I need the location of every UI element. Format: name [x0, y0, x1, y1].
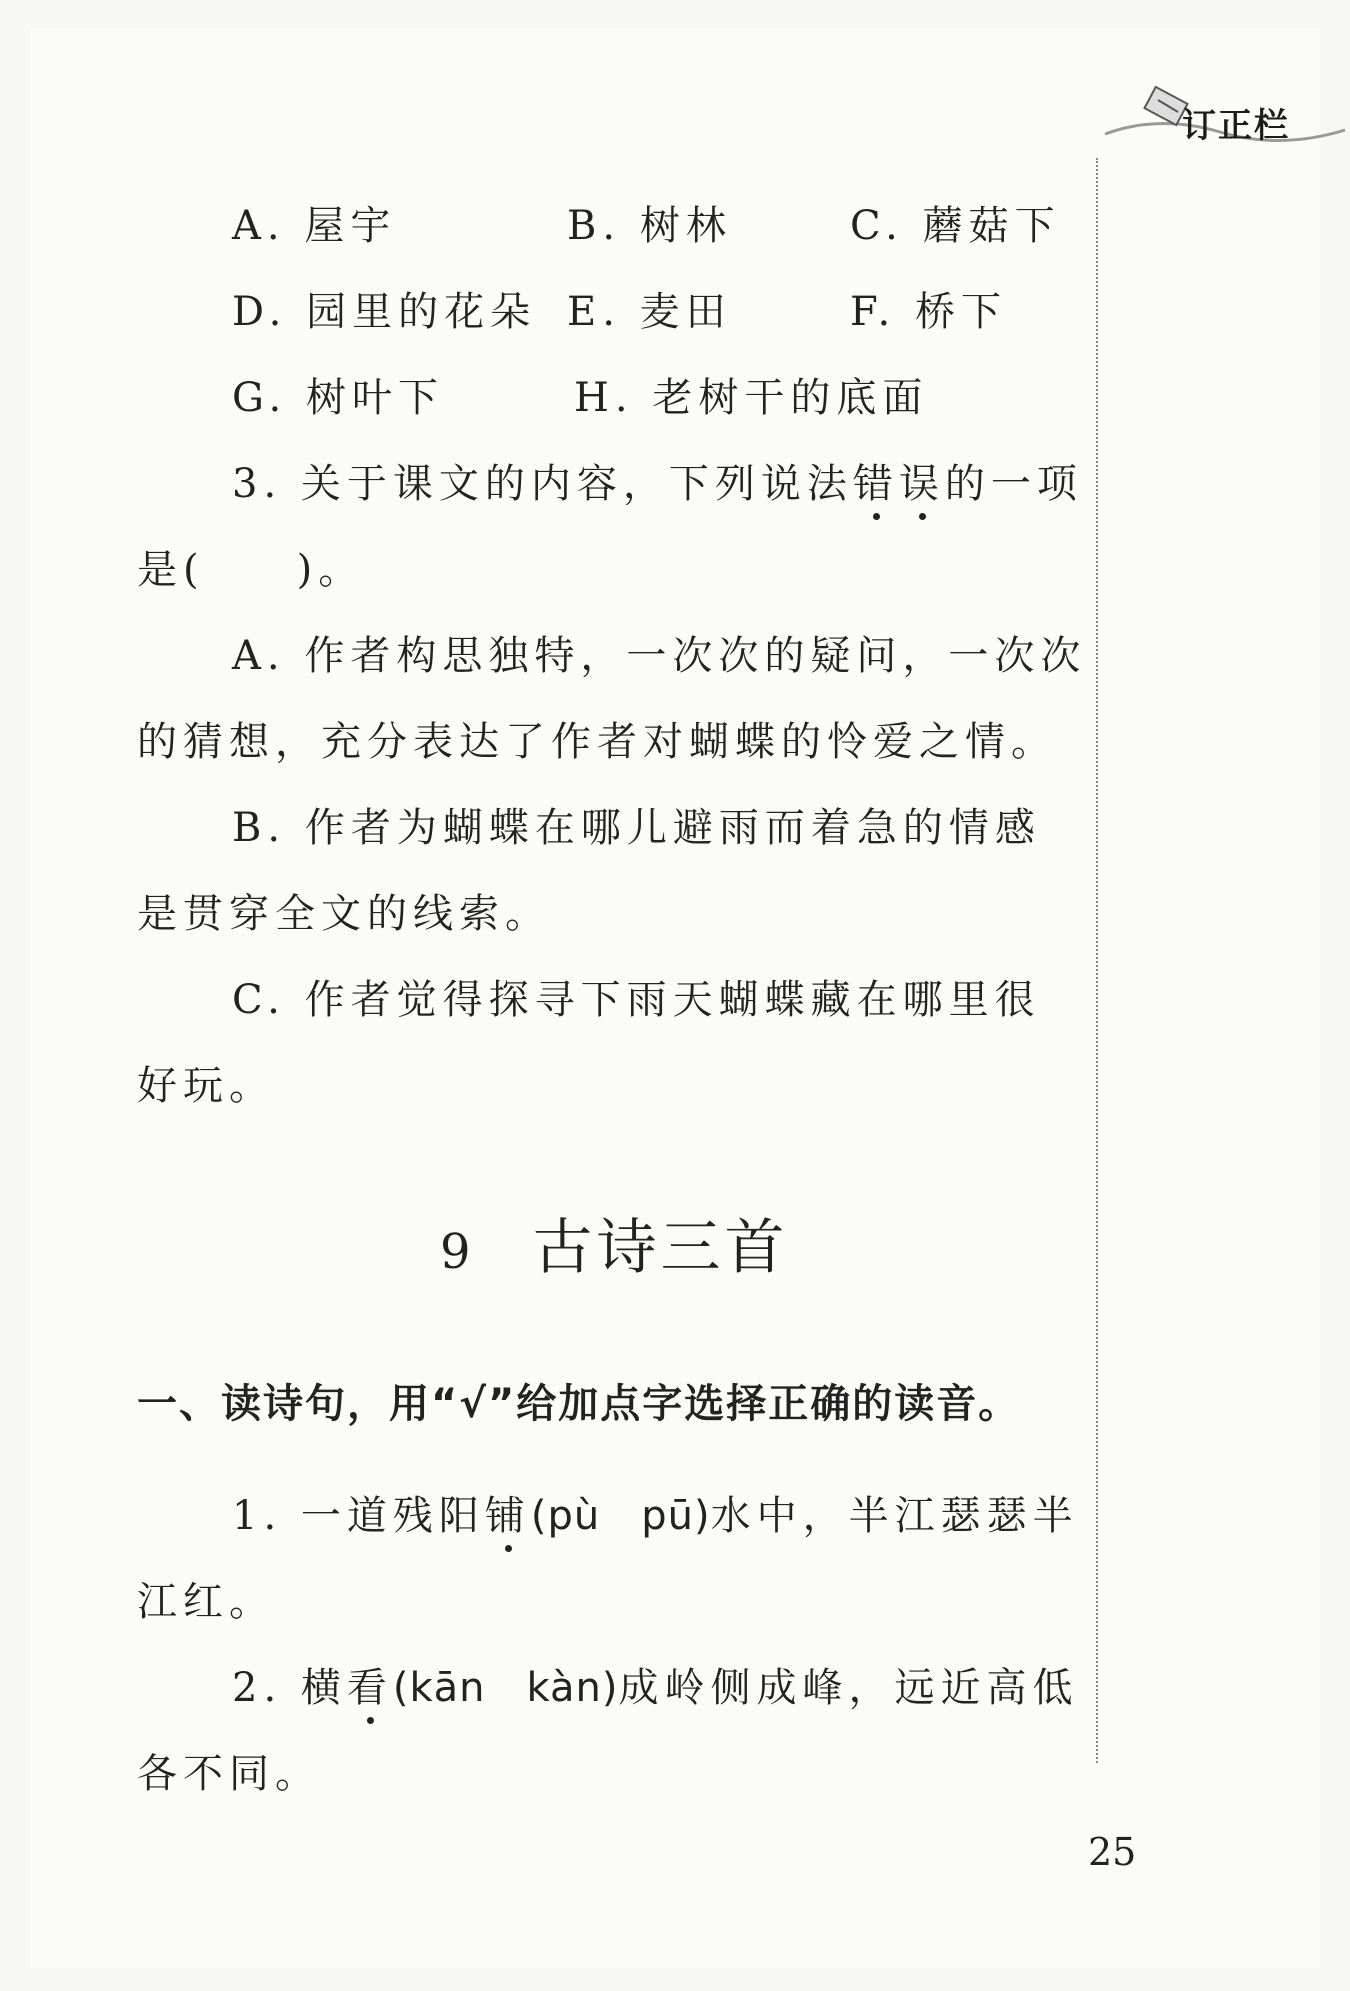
- item-1-line1: [232, 1486, 1079, 1546]
- option-letter: H.: [574, 375, 634, 421]
- correction-label: 订正栏: [1182, 106, 1290, 146]
- option-b: [567, 196, 732, 256]
- item-text: 2. 横: [232, 1665, 347, 1711]
- q3-option-c-line1: C. 作者觉得探寻下雨天蝴蝶藏在哪里很: [232, 977, 1041, 1023]
- section-heading: 一、读诗句，用“√”给加点字选择正确的读音。: [137, 1381, 1021, 1427]
- emphasis-char: 铺: [485, 1486, 531, 1546]
- option-text: 桥下: [914, 289, 1007, 335]
- option-text: 老树干的底面: [652, 375, 929, 421]
- emphasis-char: 误: [899, 454, 945, 514]
- page-number: 25: [1088, 1830, 1137, 1874]
- option-text: 屋宇: [304, 203, 397, 249]
- lesson-number: 9: [440, 1224, 475, 1280]
- question-text: 的一项: [944, 461, 1083, 507]
- question-3-stem: [232, 454, 1083, 514]
- q3-option-b-line1: B. 作者为蝴蝶在哪儿避雨而着急的情感: [232, 805, 1041, 851]
- question-text: 3. 关于课文的内容，下列说法: [232, 461, 853, 507]
- item-2-line1: [232, 1658, 1078, 1718]
- lesson-name: 古诗三首: [532, 1213, 789, 1283]
- option-letter: A.: [232, 203, 286, 249]
- option-letter: B.: [567, 203, 622, 249]
- option-letter: G.: [232, 375, 288, 421]
- option-f: [850, 282, 1007, 342]
- option-letter: C.: [850, 203, 904, 249]
- q3-option-a-line1: A. 作者构思独特，一次次的疑问，一次次: [232, 633, 1087, 679]
- pinyin-choices: (pù pū): [530, 1493, 711, 1539]
- option-text: 麦田: [639, 289, 732, 335]
- option-text: 园里的花朵: [306, 289, 537, 335]
- pinyin-choices: (kān kàn): [392, 1665, 619, 1711]
- item-2-line2: 各不同。: [137, 1751, 321, 1797]
- emphasis-char: 错: [853, 454, 899, 514]
- option-text: 树叶下: [305, 375, 444, 421]
- emphasis-char: 看: [347, 1658, 393, 1718]
- option-letter: E.: [567, 289, 621, 335]
- option-d: [232, 282, 536, 342]
- option-letter: F.: [850, 289, 897, 335]
- q3-option-a-line2: 的猜想，充分表达了作者对蝴蝶的怜爱之情。: [137, 719, 1057, 765]
- option-e: [567, 282, 732, 342]
- option-h: [574, 368, 928, 428]
- option-text: 树林: [639, 203, 732, 249]
- item-1-line2: 江红。: [137, 1579, 275, 1625]
- item-text: 成岭侧成峰，远近高低: [618, 1665, 1079, 1711]
- q3-option-b-line2: 是贯穿全文的线索。: [137, 891, 551, 937]
- option-text: 蘑菇下: [922, 203, 1061, 249]
- item-text: 1. 一道残阳: [232, 1493, 485, 1539]
- lesson-title: [440, 1200, 789, 1286]
- option-g: [232, 368, 444, 428]
- question-3-stem-cont: 是( )。: [137, 547, 365, 593]
- correction-divider: [1096, 158, 1098, 1763]
- option-a: [232, 196, 396, 256]
- q3-option-c-line2: 好玩。: [137, 1063, 275, 1109]
- item-text: 水中，半江瑟瑟半: [710, 1493, 1079, 1539]
- option-c: [850, 196, 1061, 256]
- correction-column-header: [1100, 84, 1350, 154]
- option-letter: D.: [232, 289, 288, 335]
